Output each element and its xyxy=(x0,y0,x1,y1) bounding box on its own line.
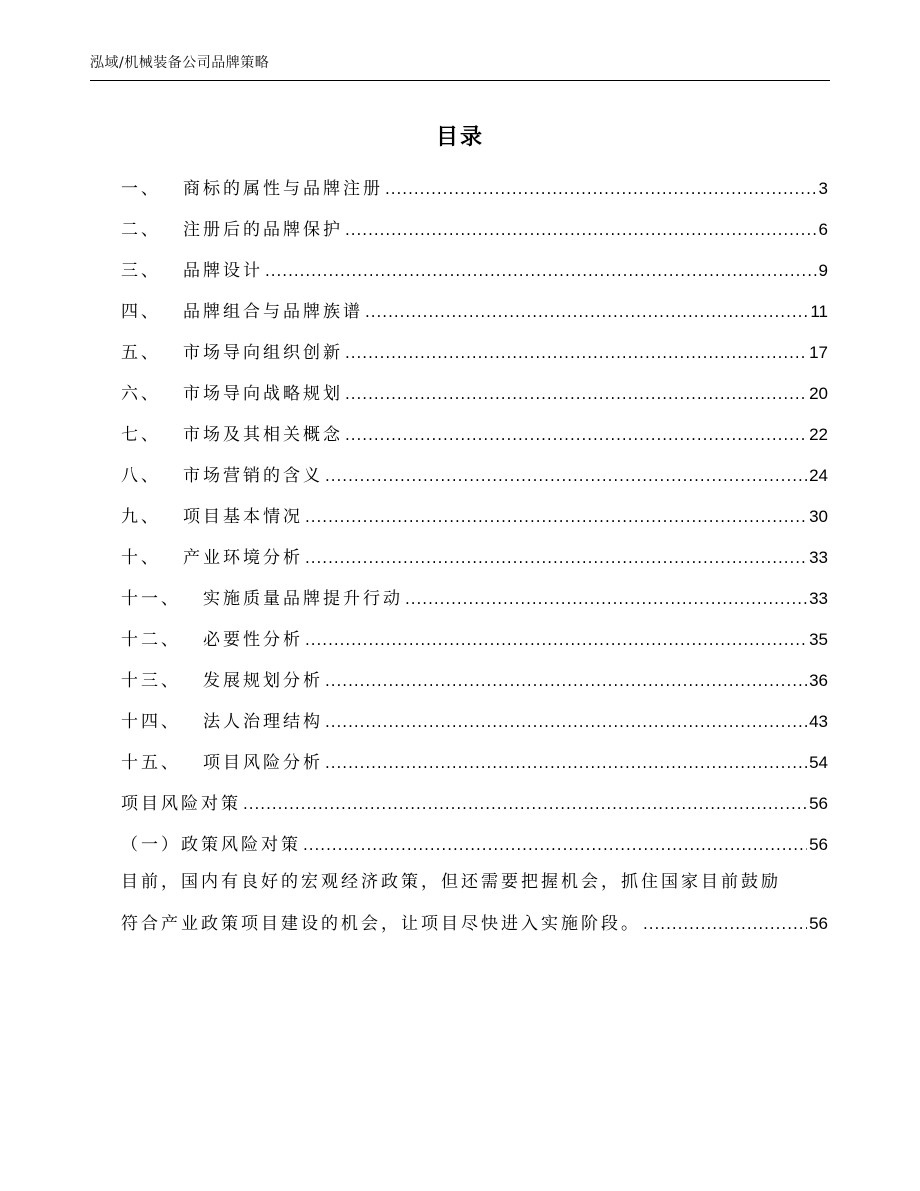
toc-entry-page: 33 xyxy=(809,589,828,608)
toc-entry[interactable] xyxy=(121,291,828,332)
toc-leader-dots xyxy=(325,456,807,497)
toc-entry-label xyxy=(121,456,323,497)
toc-entry-label xyxy=(121,210,343,251)
toc-leader-dots xyxy=(345,210,817,251)
toc-entry-label xyxy=(121,374,343,415)
toc-entry[interactable] xyxy=(121,455,828,496)
toc-entry-title: 项目风险对策 xyxy=(121,794,241,814)
toc-entry-number: 十一、 xyxy=(121,589,181,609)
toc-entry-label xyxy=(121,702,323,743)
toc-leader-dots xyxy=(345,333,807,374)
toc-entry-page: 30 xyxy=(809,507,828,526)
toc-entry-title: 商标的属性与品牌注册 xyxy=(183,179,383,199)
toc-leader-dots xyxy=(325,743,807,784)
toc-entry-page: 22 xyxy=(809,425,828,444)
toc-entry-page: 9 xyxy=(818,261,828,280)
toc-entry[interactable] xyxy=(121,537,828,578)
toc-leader-dots xyxy=(265,251,817,292)
toc-entry-number: 七、 xyxy=(121,425,161,445)
toc-entry-title: 产业环境分析 xyxy=(183,548,303,568)
toc-entry[interactable] xyxy=(121,250,828,291)
toc-entry-title: 必要性分析 xyxy=(203,630,303,650)
toc-leader-dots xyxy=(643,904,807,945)
toc-entry-line-1: 目前，国内有良好的宏观经济政策，但还需要把握机会，抓住国家目前鼓励 xyxy=(121,872,781,892)
toc-entry-number: 十二、 xyxy=(121,630,181,650)
toc-leader-dots xyxy=(325,702,807,743)
toc-entry-number: 十、 xyxy=(121,548,161,568)
toc-entry[interactable] xyxy=(121,619,828,660)
toc-entry[interactable] xyxy=(121,742,828,783)
toc-entry-page: 20 xyxy=(809,384,828,403)
toc-entry-label xyxy=(121,784,241,825)
toc-entry-number: 六、 xyxy=(121,384,161,404)
toc-leader-dots xyxy=(405,579,807,620)
toc-entry-number: 十五、 xyxy=(121,753,181,773)
toc-entry[interactable] xyxy=(121,209,828,250)
toc-leader-dots xyxy=(305,538,807,579)
toc-leader-dots xyxy=(345,374,807,415)
toc-entry-title: 实施质量品牌提升行动 xyxy=(203,589,403,609)
toc-entry-title: 市场及其相关概念 xyxy=(183,425,343,445)
toc-entry-multiline[interactable] xyxy=(121,862,828,945)
toc-entry-page: 36 xyxy=(809,671,828,690)
toc-entry[interactable] xyxy=(121,783,828,824)
toc-entry-number: 九、 xyxy=(121,507,161,527)
toc-entry-title: 市场营销的含义 xyxy=(183,466,323,486)
toc-entry-number: 五、 xyxy=(121,343,161,363)
toc-entry-title: 符合产业政策项目建设的机会，让项目尽快进入实施阶段。 xyxy=(121,914,641,934)
toc-entry-title: 注册后的品牌保护 xyxy=(183,220,343,240)
toc-entry[interactable] xyxy=(121,701,828,742)
toc-entry-label xyxy=(121,743,323,784)
toc-entry-line-2 xyxy=(121,903,828,945)
toc-entry-page: 33 xyxy=(809,548,828,567)
toc-entry-title: 发展规划分析 xyxy=(203,671,323,691)
table-of-contents xyxy=(121,168,828,865)
toc-entry-label xyxy=(121,579,403,620)
toc-entry-page: 17 xyxy=(809,343,828,362)
toc-entry-page: 43 xyxy=(809,712,828,731)
toc-entry-title: 市场导向组织创新 xyxy=(183,343,343,363)
toc-entry-page: 35 xyxy=(809,630,828,649)
toc-entry-number: 二、 xyxy=(121,220,161,240)
toc-entry-number: 十四、 xyxy=(121,712,181,732)
toc-entry-title: 品牌组合与品牌族谱 xyxy=(183,302,363,322)
toc-leader-dots xyxy=(325,661,807,702)
running-header: 泓域/机械装备公司品牌策略 xyxy=(90,55,270,71)
toc-entry[interactable] xyxy=(121,660,828,701)
toc-leader-dots xyxy=(305,497,807,538)
toc-entry-number: 一、 xyxy=(121,179,161,199)
toc-entry-label xyxy=(121,333,343,374)
toc-entry-label xyxy=(121,538,303,579)
toc-entry-label xyxy=(121,661,323,702)
toc-entry-page: 11 xyxy=(810,302,828,321)
toc-entry-label xyxy=(121,292,363,333)
toc-entry-page: 6 xyxy=(818,220,828,239)
toc-entry-label xyxy=(121,169,383,210)
toc-entry-title: 项目基本情况 xyxy=(183,507,303,527)
toc-entry-label xyxy=(121,620,303,661)
toc-leader-dots xyxy=(243,784,807,825)
toc-entry-title: 法人治理结构 xyxy=(203,712,323,732)
toc-entry[interactable] xyxy=(121,373,828,414)
toc-entry-number: 三、 xyxy=(121,261,161,281)
toc-entry-page: 24 xyxy=(809,466,828,485)
toc-entry-title: 品牌设计 xyxy=(183,261,263,281)
page-title: 目录 xyxy=(435,125,484,150)
toc-entry[interactable] xyxy=(121,414,828,455)
toc-entry-page: 54 xyxy=(809,753,828,772)
toc-entry[interactable] xyxy=(121,578,828,619)
toc-leader-dots xyxy=(385,169,817,210)
toc-entry[interactable] xyxy=(121,332,828,373)
toc-entry[interactable] xyxy=(121,496,828,537)
toc-entry-label xyxy=(121,251,263,292)
header-rule xyxy=(90,80,830,81)
toc-entry-title: 市场导向战略规划 xyxy=(183,384,343,404)
toc-entry-page: 3 xyxy=(818,179,828,198)
toc-entry-page: 56 xyxy=(809,914,828,933)
toc-leader-dots xyxy=(305,620,807,661)
toc-entry-title: （一）政策风险对策 xyxy=(121,835,301,855)
toc-leader-dots xyxy=(345,415,807,456)
toc-entry[interactable] xyxy=(121,824,828,865)
toc-entry-number: 八、 xyxy=(121,466,161,486)
toc-entry-number: 十三、 xyxy=(121,671,181,691)
toc-entry-label xyxy=(121,497,303,538)
toc-entry-page: 56 xyxy=(809,794,828,813)
toc-entry-number: 四、 xyxy=(121,302,161,322)
toc-entry-label xyxy=(121,415,343,456)
toc-entry-page: 56 xyxy=(809,835,828,854)
toc-leader-dots xyxy=(365,292,808,333)
toc-entry-title: 项目风险分析 xyxy=(203,753,323,773)
toc-entry-label xyxy=(121,825,301,866)
toc-entry[interactable] xyxy=(121,168,828,209)
toc-leader-dots xyxy=(303,825,807,866)
